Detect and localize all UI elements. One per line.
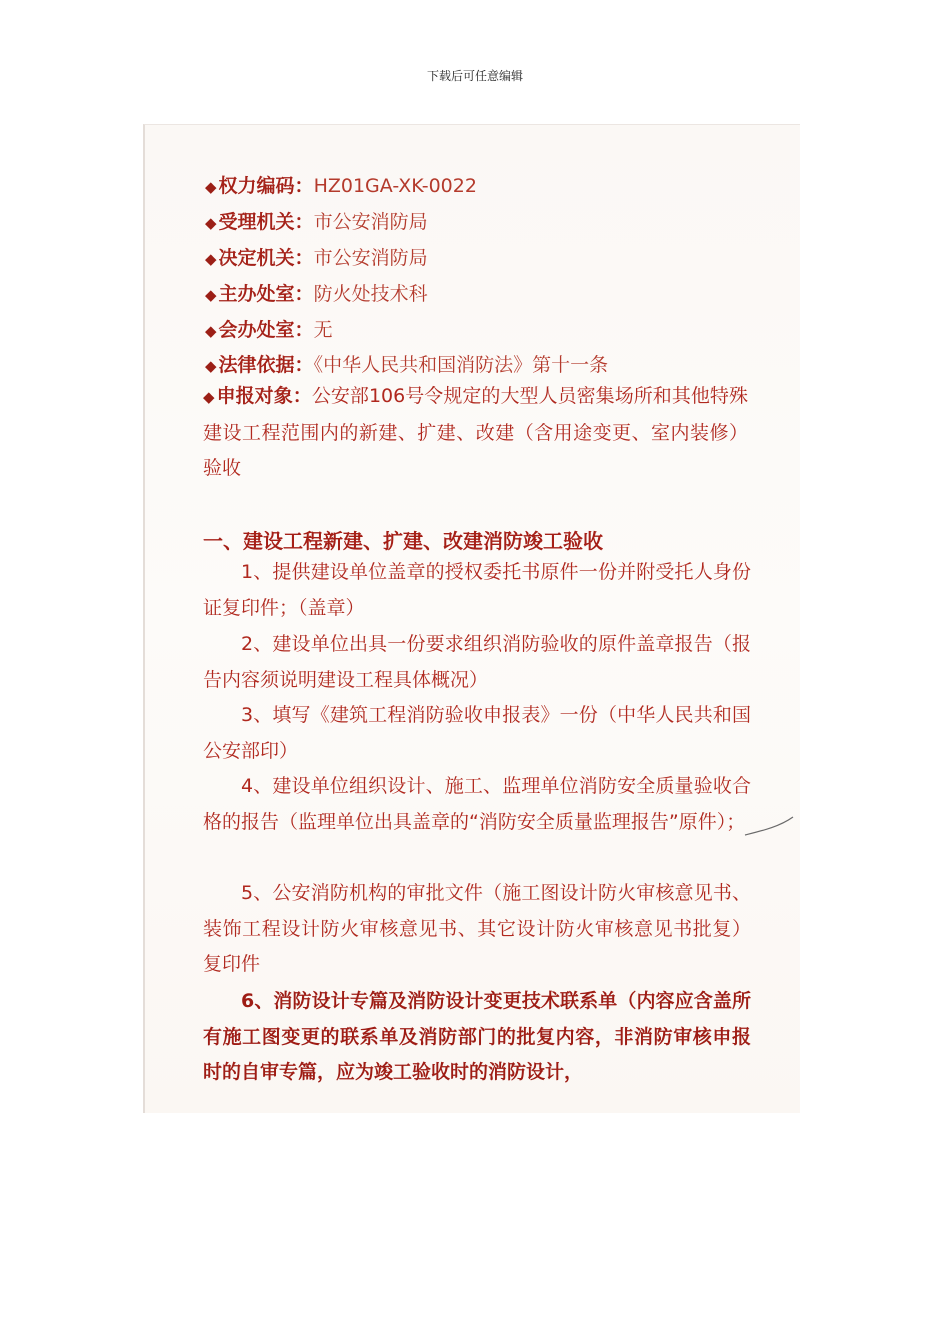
meta-row-cooperating-office: ◆ 会办处室：无 — [205, 319, 333, 341]
meta-row-authority-code: ◆ 权力编码：HZ01GA-XK-0022 — [205, 175, 477, 197]
requirement-item-5: 5、公安消防机构的审批文件（施工图设计防火审核意见书、装饰工程设计防火审核意见书、其它设计防火审核意见书批复）复印件 — [203, 882, 751, 975]
requirement-item-4: 4、建设单位组织设计、施工、监理单位消防安全质量验收合格的报告（监理单位出具盖章的“消防安全质量监理报告”原件）； — [203, 775, 751, 833]
declaration-paragraph: ◆ 申报对象：公安部106号令规定的大型人员密集场所和其他特殊建设工程范围内的新建、扩建、改建（含用途变更、室内装修）验收 — [203, 385, 748, 479]
meta-row-lead-office: ◆ 主办处室：防火处技术科 — [205, 283, 428, 305]
requirement-item-3: 3、填写《建筑工程消防验收申报表》一份（中华人民共和国公安部印） — [203, 704, 751, 762]
diamond-bullet-icon: ◆ — [205, 178, 217, 196]
meta-row-accepting-agency: ◆ 受理机关：市公安消防局 — [205, 211, 428, 233]
requirement-item-1: 1、提供建设单位盖章的授权委托书原件一份并附受托人身份证复印件；（盖章） — [203, 561, 751, 619]
meta-row-legal-basis: ◆ 法律依据：《中华人民共和国消防法》第十一条 — [205, 354, 609, 376]
requirement-item-2: 2、建设单位出具一份要求组织消防验收的原件盖章报告（报告内容须说明建设工程具体概况） — [203, 633, 751, 691]
diamond-bullet-icon: ◆ — [203, 388, 215, 406]
requirement-item-6: 6、消防设计专篇及消防设计变更技术联系单（内容应含盖所有施工图变更的联系单及消防部门的批复内容，非消防审核申报时的自审专篇，应为竣工验收时的消防设计， — [203, 990, 751, 1083]
scanned-page — [143, 124, 800, 1113]
diamond-bullet-icon: ◆ — [205, 286, 217, 304]
diamond-bullet-icon: ◆ — [205, 250, 217, 268]
meta-row-deciding-agency: ◆ 决定机关：市公安消防局 — [205, 247, 428, 269]
header-note: 下载后可任意编辑 — [426, 69, 523, 83]
diamond-bullet-icon: ◆ — [205, 322, 217, 340]
pen-stroke-mark — [743, 813, 795, 843]
section-title: 一、建设工程新建、扩建、改建消防竣工验收 — [203, 529, 603, 553]
diamond-bullet-icon: ◆ — [205, 357, 217, 375]
diamond-bullet-icon: ◆ — [205, 214, 217, 232]
